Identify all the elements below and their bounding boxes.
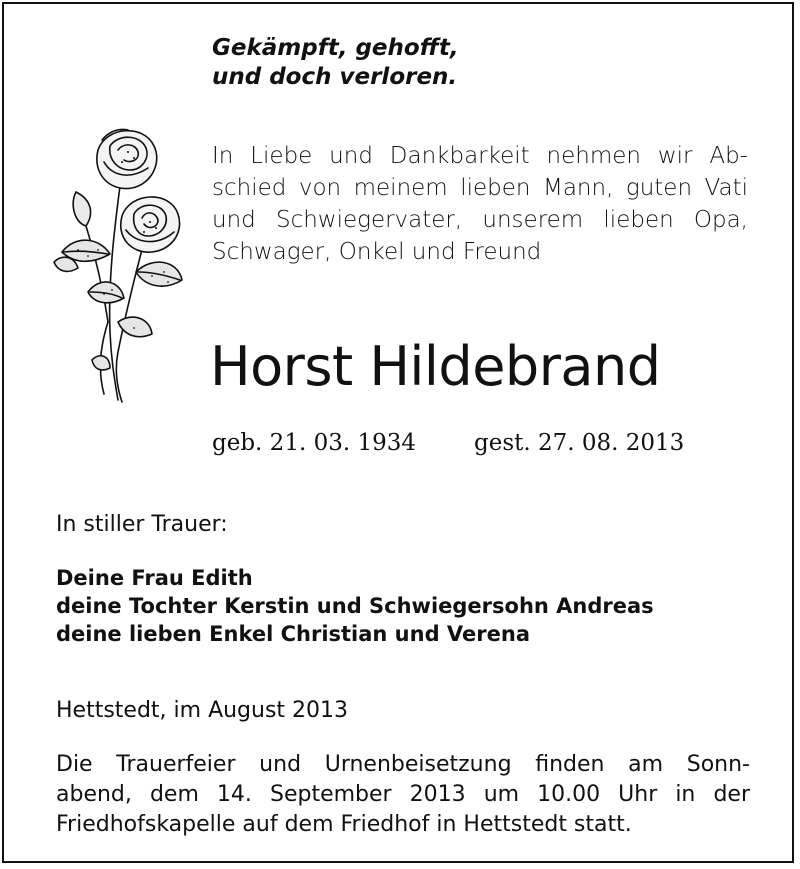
place-and-date: Hettstedt, im August 2013 [56, 698, 349, 723]
life-dates [212, 428, 684, 458]
mourner-line: Deine Frau Edith [56, 566, 253, 590]
deceased-name: Horst Hildebrand [210, 335, 661, 398]
service-line-1: Die Trauerfeier und Urnenbeisetzung finden am Sonn- [56, 752, 750, 777]
rose-icon [48, 122, 188, 404]
death-date: gest. 27. 08. 2013 [474, 430, 685, 456]
service-line-2: abend, dem 14. September 2013 um 10.00 Uhr in der [56, 782, 750, 807]
motto-line-1: Gekämpft, gehofft, [212, 35, 459, 61]
intro-line-1: In Liebe und Dankbarkeit nehmen wir Ab- [212, 143, 748, 169]
obituary-notice [2, 2, 794, 863]
mourner-line: deine Tochter Kerstin und Schwiegersohn Andreas [56, 594, 654, 618]
service-line-3: Friedhofskapelle auf dem Friedhof in Hettstedt statt. [56, 812, 632, 837]
birth-date: geb. 21. 03. 1934 [212, 430, 416, 456]
service-info [56, 750, 750, 840]
intro-text [212, 140, 748, 268]
motto-line-2: und doch verloren. [212, 64, 458, 90]
mourning-heading: In stiller Trauer: [56, 512, 228, 537]
motto [212, 34, 459, 92]
mourner-line: deine lieben Enkel Christian und Verena [56, 622, 530, 646]
intro-line-2: schied von meinem lieben Mann, guten Vati [212, 175, 748, 201]
mourners-list [56, 564, 654, 648]
intro-line-4: Schwager, Onkel und Freund [212, 239, 542, 265]
intro-line-3: und Schwiegervater, unserem lieben Opa, [212, 207, 748, 233]
